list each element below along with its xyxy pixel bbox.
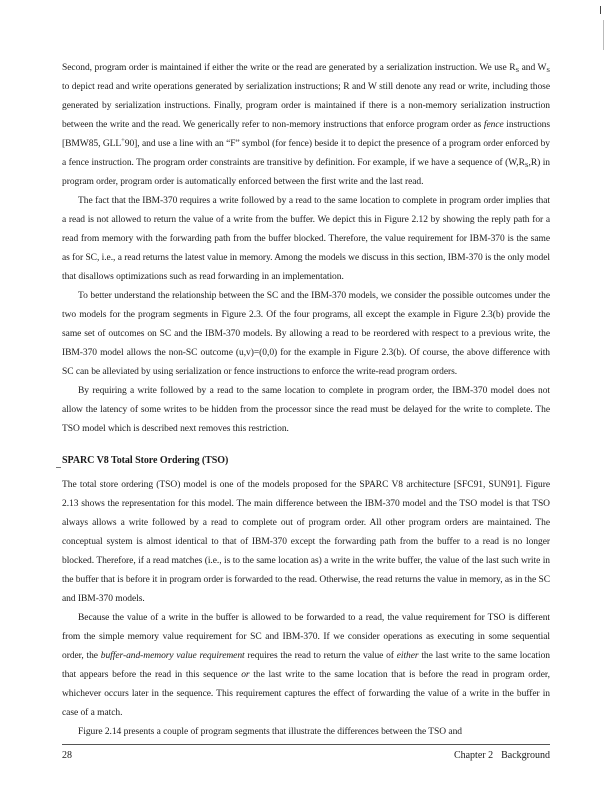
paragraph-program-order: Second, program order is maintained if either the write or the read are generated by a serialization instruction. We use $R_S$ and $W_S$ to depict read and write operations generated by serialization instructions; R and W still denote any read or write, including those generated by serialization instructions. Finally, program order is maintained if there is a non-memory serialization instruction between the write and the read. We generically refer to non-memory instructions that enforce program order as fence instructions [BMW85, GLL+90], and use a line with an “F” symbol (for fence) beside it to depict the presence of a program order enforced by a fence instruction. The program order constraints are transitive by definition. For example, if we have a sequence of $(W,R_S,R)$ in program order, program order is automatically enforced between the first write and the last read. <box>62 63 550 187</box>
paragraph-ibm370-value: The fact that the IBM-370 requires a write followed by a read to the same location to complete in program order implies that a read is not allowed to return the value of a write from the buffer. We depict this in Figure 2.12 by showing the reply path for a read from memory with the forwarding path from the buffer blocked. Therefore, the value requirement for IBM-370 is the same as for SC, i.e., a read returns the latest value in memory. Among the models we discuss in this section, IBM-370 is the only model that disallows optimizations such as read forwarding in an implementation. <box>62 196 550 282</box>
paragraph-sc-vs-ibm370: To better understand the relationship between the SC and the IBM-370 models, we consider the possible outcomes under the two models for the program segments in Figure 2.3. Of the four programs, all except the example in Figure 2.3(b) provide the same set of outcomes on SC and the IBM-370 models. By allowing a read to be reordered with respect to a previous write, the IBM-370 model allows the non-SC outcome (u,v)=(0,0) for the example in Figure 2.3(b). Of course, the above difference with SC can be alleviated by using serialization or fence instructions to enforce the write-read program orders. <box>62 291 550 377</box>
footer-section: Background <box>501 750 550 761</box>
section-heading: SPARC V8 Total Store Ordering (TSO) <box>62 455 229 466</box>
running-footer <box>454 750 550 761</box>
scan-margin-mark <box>603 20 604 50</box>
scan-margin-mark <box>600 6 601 14</box>
page-number: 28 <box>62 750 72 761</box>
body-text <box>62 59 550 742</box>
paragraph-tso-value: Because the value of a write in the buffer is allowed to be forwarded to a read, the value requirement for TSO is different from the simple memory value requirement for SC and IBM-370. If we consider operations as executing in some sequential order, the buffer-and-memory value requirement requires the read to return the value of either the last write to the same location that appears before the read in this sequence or the last write to the same location that is before the read in program order, whichever occurs later in the sequence. This requirement captures the effect of forwarding the value of a write in the buffer in case of a match. <box>62 613 550 718</box>
paragraph-figure-214: Figure 2.14 presents a couple of program segments that illustrate the differences between the TSO and <box>78 727 462 737</box>
paragraph-latency: By requiring a write followed by a read to the same location to complete in program order, the IBM-370 model does not allow the latency of some writes to be hidden from the processor since the read must be delayed for the write to complete. The TSO model which is described next removes this restriction. <box>62 386 550 434</box>
margin-dash <box>56 467 61 468</box>
footer-chapter: Chapter 2 <box>453 750 494 761</box>
paragraph-tso-intro: The total store ordering (TSO) model is one of the models proposed for the SPARC V8 architecture [SFC91, SUN91]. Figure 2.13 shows the representation for this model. The main difference between the IBM-370 model and the TSO model is that TSO always allows a write followed by a read to complete out of program order. All other program orders are maintained. The conceptual system is almost identical to that of IBM-370 except the forwarding path from the buffer to a read is no longer blocked. Therefore, if a read matches (i.e., is to the same location as) a write in the write buffer, the value of the last such write in the buffer that is before it in program order is forwarded to the read. Otherwise, the read returns the value in memory, as in the SC and IBM-370 models. <box>62 480 550 604</box>
footer-rule <box>62 744 550 745</box>
